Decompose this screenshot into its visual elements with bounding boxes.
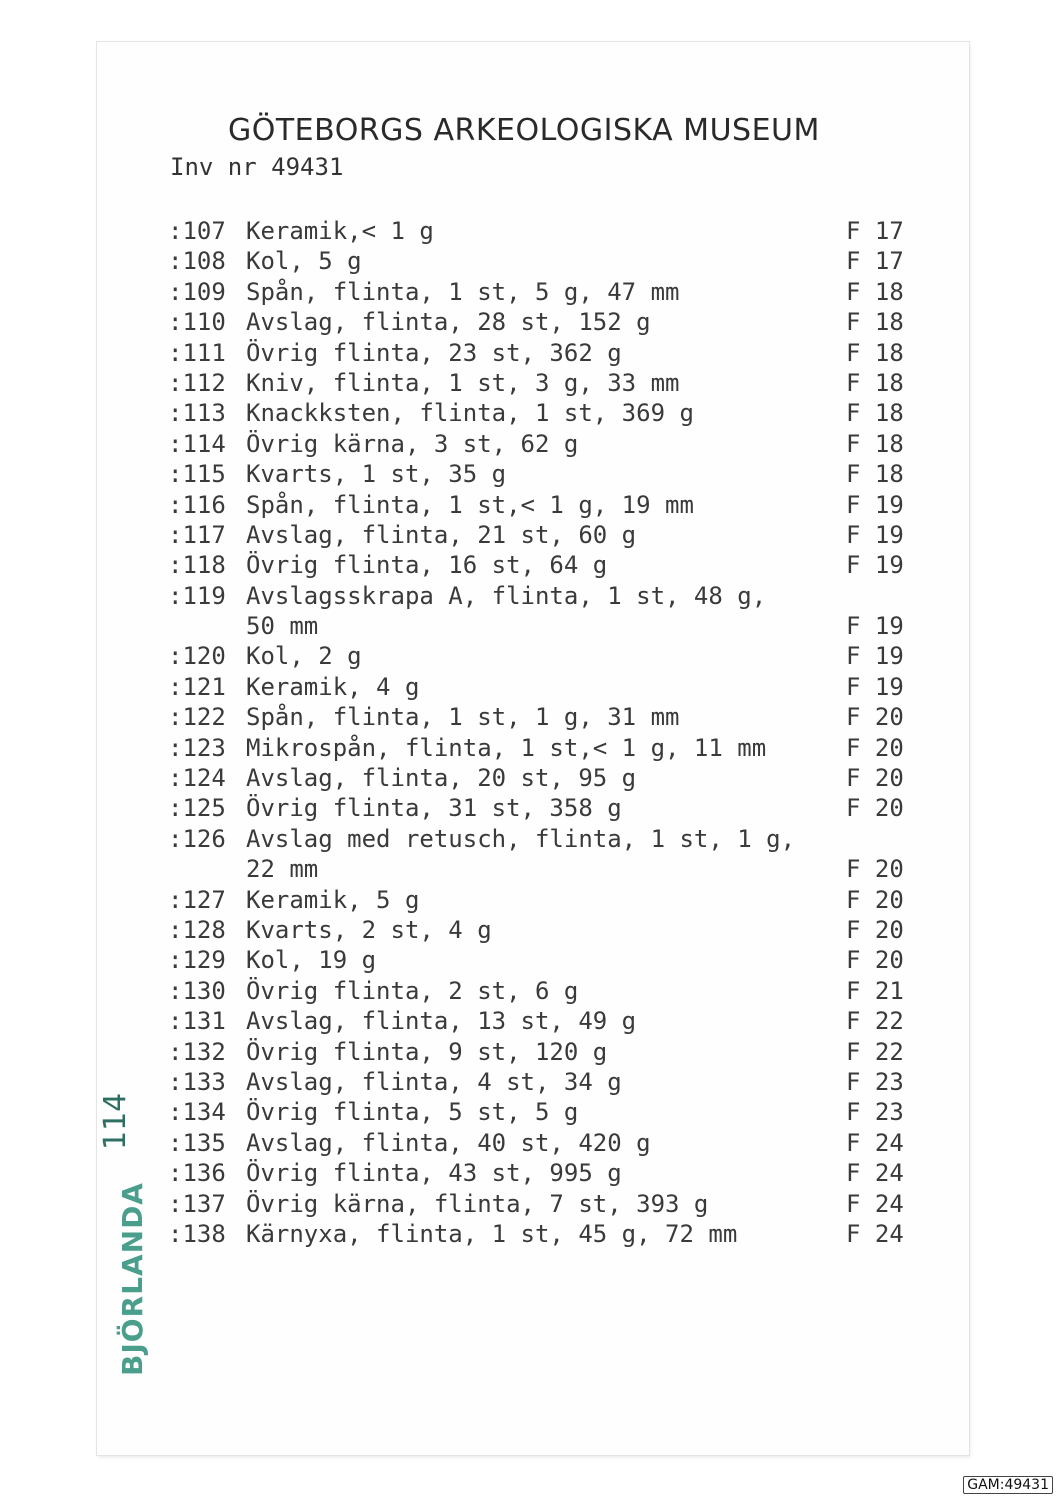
catalog-row xyxy=(168,1006,928,1036)
row-description: Keramik,< 1 g xyxy=(246,217,434,245)
row-layer: F 20 xyxy=(846,764,904,793)
inventory-number: Inv nr 49431 xyxy=(170,153,344,181)
row-description: Avslag, flinta, 20 st, 95 g xyxy=(246,764,637,793)
row-description: Övrig flinta, 9 st, 120 g xyxy=(246,1037,608,1066)
row-layer: F 22 xyxy=(846,1007,904,1036)
catalog-row xyxy=(168,307,928,337)
row-layer: F 18 xyxy=(846,338,904,367)
row-number: :116 xyxy=(168,490,226,519)
row-description: Övrig flinta, 16 st, 64 g xyxy=(246,551,608,580)
row-number: :112 xyxy=(168,368,226,397)
row-layer: F 18 xyxy=(846,399,904,428)
catalog-row xyxy=(168,368,928,398)
row-layer: F 23 xyxy=(846,1098,904,1127)
row-number: :108 xyxy=(168,247,226,276)
row-description: Spån, flinta, 1 st, 5 g, 47 mm xyxy=(246,277,680,306)
row-description: Övrig kärna, 3 st, 62 g xyxy=(246,429,579,458)
catalog-row xyxy=(168,641,928,671)
row-layer: F 23 xyxy=(846,1067,904,1096)
row-description: Kol, 5 g xyxy=(246,247,362,276)
catalog-row xyxy=(168,945,928,975)
catalog-row xyxy=(168,1037,928,1067)
row-number: :109 xyxy=(168,277,226,306)
catalog-row xyxy=(168,1189,928,1219)
catalog-row xyxy=(168,793,928,823)
catalog-row xyxy=(168,1158,928,1188)
catalog-row xyxy=(168,338,928,368)
row-layer: F 22 xyxy=(846,1037,904,1066)
row-number: :121 xyxy=(168,672,226,701)
catalog-row xyxy=(168,1097,928,1127)
handwritten-number: 114 xyxy=(98,1092,133,1150)
catalog-row xyxy=(168,824,928,885)
row-number: :126 xyxy=(168,824,226,853)
row-layer: F 20 xyxy=(846,733,904,762)
row-description: Övrig kärna, flinta, 7 st, 393 g xyxy=(246,1189,709,1218)
catalog-row xyxy=(168,915,928,945)
row-description: Knackksten, flinta, 1 st, 369 g xyxy=(246,399,694,428)
row-description: Övrig flinta, 43 st, 995 g xyxy=(246,1159,622,1188)
row-description: Kol, 2 g xyxy=(246,642,362,671)
row-layer: F 18 xyxy=(846,460,904,489)
row-number: :110 xyxy=(168,308,226,337)
row-description: Keramik, 5 g xyxy=(246,885,420,914)
catalog-row xyxy=(168,581,928,642)
row-number: :117 xyxy=(168,520,226,549)
row-description: Keramik, 4 g xyxy=(246,672,420,701)
row-layer: F 19 xyxy=(846,520,904,549)
row-description: Avslag, flinta, 28 st, 152 g xyxy=(246,308,651,337)
catalog-row xyxy=(168,1128,928,1158)
row-description: Avslag, flinta, 40 st, 420 g xyxy=(246,1128,651,1157)
row-number: :119 xyxy=(168,581,226,610)
row-layer: F 24 xyxy=(846,1219,904,1248)
row-layer: F 19 xyxy=(846,612,904,641)
row-number: :128 xyxy=(168,916,226,945)
catalog-row xyxy=(168,976,928,1006)
row-number: :114 xyxy=(168,429,226,458)
catalog-row xyxy=(168,733,928,763)
catalog-row xyxy=(168,398,928,428)
row-description-continued: 50 mm xyxy=(246,612,319,641)
catalog-entries xyxy=(168,216,928,1249)
row-number: :124 xyxy=(168,764,226,793)
catalog-row xyxy=(168,216,928,246)
row-number: :132 xyxy=(168,1037,226,1066)
row-layer: F 17 xyxy=(846,247,904,276)
row-description: Avslag, flinta, 13 st, 49 g xyxy=(246,1007,637,1036)
row-number: :120 xyxy=(168,642,226,671)
catalog-row xyxy=(168,1067,928,1097)
row-layer: F 20 xyxy=(846,946,904,975)
row-number: :125 xyxy=(168,794,226,823)
catalog-row xyxy=(168,1219,928,1249)
row-description: Kniv, flinta, 1 st, 3 g, 33 mm xyxy=(246,368,680,397)
row-layer: F 24 xyxy=(846,1159,904,1188)
row-description: Övrig flinta, 5 st, 5 g xyxy=(246,1098,579,1127)
catalog-row xyxy=(168,490,928,520)
catalog-row xyxy=(168,672,928,702)
row-description: Avslag, flinta, 4 st, 34 g xyxy=(246,1067,622,1096)
row-layer: F 21 xyxy=(846,976,904,1005)
row-number: :134 xyxy=(168,1098,226,1127)
row-number: :123 xyxy=(168,733,226,762)
row-description: Kvarts, 1 st, 35 g xyxy=(246,460,507,489)
row-number: :138 xyxy=(168,1219,226,1248)
row-number: :111 xyxy=(168,338,226,367)
row-layer: F 19 xyxy=(846,551,904,580)
row-number: :127 xyxy=(168,885,226,914)
row-description: Avslag, flinta, 21 st, 60 g xyxy=(246,520,637,549)
catalog-row xyxy=(168,277,928,307)
row-layer: F 20 xyxy=(846,855,904,884)
row-number: :118 xyxy=(168,551,226,580)
row-number: :107 xyxy=(168,217,226,245)
row-description: Övrig flinta, 31 st, 358 g xyxy=(246,794,622,823)
row-description: Mikrospån, flinta, 1 st,< 1 g, 11 mm xyxy=(246,733,767,762)
row-number: :131 xyxy=(168,1007,226,1036)
row-layer: F 19 xyxy=(846,672,904,701)
row-layer: F 18 xyxy=(846,429,904,458)
catalog-row xyxy=(168,459,928,489)
row-number: :130 xyxy=(168,976,226,1005)
row-layer: F 18 xyxy=(846,308,904,337)
row-description: Övrig flinta, 2 st, 6 g xyxy=(246,976,579,1005)
row-number: :129 xyxy=(168,946,226,975)
row-number: :122 xyxy=(168,703,226,732)
row-number: :133 xyxy=(168,1067,226,1096)
catalog-row xyxy=(168,429,928,459)
row-number: :135 xyxy=(168,1128,226,1157)
row-number: :137 xyxy=(168,1189,226,1218)
row-layer: F 24 xyxy=(846,1189,904,1218)
row-number: :113 xyxy=(168,399,226,428)
row-layer: F 20 xyxy=(846,794,904,823)
row-description: Kol, 19 g xyxy=(246,946,377,975)
row-description: Övrig flinta, 23 st, 362 g xyxy=(246,338,622,367)
catalog-row xyxy=(168,550,928,580)
row-description: Kvarts, 2 st, 4 g xyxy=(246,916,492,945)
row-number: :115 xyxy=(168,460,226,489)
row-description: Spån, flinta, 1 st,< 1 g, 19 mm xyxy=(246,490,694,519)
catalog-row xyxy=(168,520,928,550)
row-layer: F 17 xyxy=(846,217,904,245)
row-layer: F 18 xyxy=(846,277,904,306)
row-description-continued: 22 mm xyxy=(246,855,319,884)
row-layer: F 20 xyxy=(846,885,904,914)
row-layer: F 20 xyxy=(846,916,904,945)
row-layer: F 18 xyxy=(846,368,904,397)
bjorlanda-stamp: BJÖRLANDA xyxy=(116,1182,149,1376)
row-description: Kärnyxa, flinta, 1 st, 45 g, 72 mm xyxy=(246,1219,738,1248)
row-layer: F 24 xyxy=(846,1128,904,1157)
row-description: Avslag med retusch, flinta, 1 st, 1 g, xyxy=(246,824,796,853)
row-description: Spån, flinta, 1 st, 1 g, 31 mm xyxy=(246,703,680,732)
row-layer: F 19 xyxy=(846,490,904,519)
catalog-row xyxy=(168,702,928,732)
catalog-row xyxy=(168,246,928,276)
catalog-row xyxy=(168,763,928,793)
row-number: :136 xyxy=(168,1159,226,1188)
row-layer: F 19 xyxy=(846,642,904,671)
row-layer: F 20 xyxy=(846,703,904,732)
row-description: Avslagsskrapa A, flinta, 1 st, 48 g, xyxy=(246,581,767,610)
gam-label: GAM:49431 xyxy=(963,1476,1053,1494)
catalog-row xyxy=(168,885,928,915)
museum-heading: GÖTEBORGS ARKEOLOGISKA MUSEUM xyxy=(228,113,820,148)
